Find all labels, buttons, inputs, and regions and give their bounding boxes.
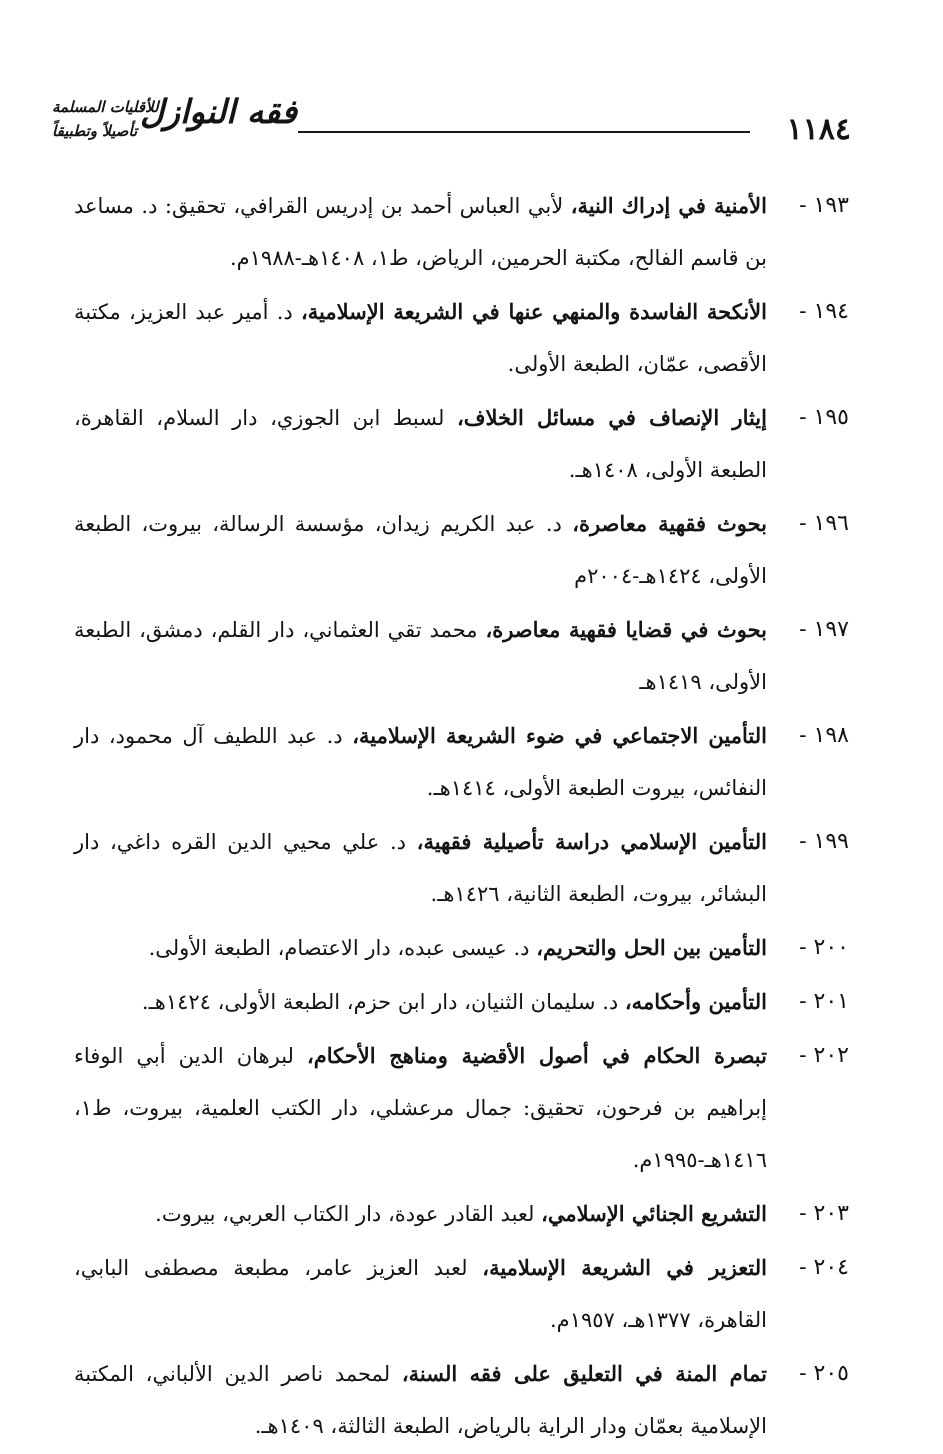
entry-title: بحوث فقهية معاصرة، xyxy=(572,511,767,536)
entry-details: د. أمير عبد العزيز، مكتبة الأقصى، عمّان، الطبعة الأولى. xyxy=(74,300,767,376)
entry-number: ٢٠٥ - xyxy=(799,1361,849,1386)
entry-title: الأمنية في إدراك النية، xyxy=(570,193,767,218)
entry-details: د. عيسى عبده، دار الاعتصام، الطبعة الأولى. xyxy=(148,936,537,960)
bibliography-entry xyxy=(74,1188,849,1240)
entry-details: لسبط ابن الجوزي، دار السلام، القاهرة، الطبعة الأولى، ١٤٠٨هـ. xyxy=(74,406,767,482)
book-title: فقه النوازل xyxy=(140,92,297,131)
entry-details: د. عبد الكريم زيدان، مؤسسة الرسالة، بيروت، الطبعة الأولى، ١٤٢٤هـ-٢٠٠٤م xyxy=(74,512,767,588)
entry-title: التأمين وأحكامه، xyxy=(624,989,767,1014)
entry-details: لمحمد ناصر الدين الألباني، المكتبة الإسلامية بعمّان ودار الراية بالرياض، الطبعة الثالثة، ١٤٠٩هـ. xyxy=(74,1362,767,1438)
bibliography-entry xyxy=(74,392,849,496)
bibliography-entry xyxy=(74,710,849,814)
header-rule xyxy=(298,131,750,133)
entry-details: د. علي محيي الدين القره داغي، دار البشائر، بيروت، الطبعة الثانية، ١٤٢٦هـ. xyxy=(74,830,767,906)
page-number: ١١٨٤ xyxy=(786,112,851,147)
entry-title: التشريع الجنائي الإسلامي، xyxy=(541,1201,767,1226)
entry-details: لأبي العباس أحمد بن إدريس القرافي، تحقيق: د. مساعد بن قاسم الفالح، مكتبة الحرمين، الرياض، ط١، ١٤٠٨هـ-١٩٨٨م. xyxy=(74,194,767,270)
entry-title: إيثار الإنصاف في مسائل الخلاف، xyxy=(456,405,767,430)
bibliography-entry xyxy=(74,286,849,390)
bibliography-entry xyxy=(74,976,849,1028)
bibliography-entry xyxy=(74,816,849,920)
entry-details: لبرهان الدين أبي الوفاء إبراهيم بن فرحون، تحقيق: جمال مرعشلي، دار الكتب العلمية، بيروت، ط١، ١٤١٦هـ-١٩٩٥م. xyxy=(74,1044,767,1172)
entry-title: التعزير في الشريعة الإسلامية، xyxy=(482,1255,767,1280)
entry-details: لعبد العزيز عامر، مطبعة مصطفى البابي، القاهرة، ١٣٧٧هـ، ١٩٥٧م. xyxy=(74,1256,767,1332)
book-title-logo xyxy=(52,92,297,160)
entry-title: التأمين الإسلامي دراسة تأصيلية فقهية، xyxy=(416,829,767,854)
entry-title: بحوث في قضايا فقهية معاصرة، xyxy=(485,617,768,642)
entry-number: ٢٠٣ - xyxy=(799,1201,849,1226)
entry-number: ١٩٩ - xyxy=(799,829,849,854)
bibliography-list xyxy=(74,180,849,1454)
entry-number: ١٩٨ - xyxy=(799,723,849,748)
bibliography-entry xyxy=(74,1242,849,1346)
entry-number: ٢٠٢ - xyxy=(799,1043,849,1068)
entry-number: ١٩٤ - xyxy=(799,299,849,324)
entry-title: التأمين الاجتماعي في ضوء الشريعة الإسلامية، xyxy=(352,723,767,748)
entry-number: ١٩٦ - xyxy=(799,511,849,536)
entry-details: د. عبد اللطيف آل محمود، دار النفائس، بيروت الطبعة الأولى، ١٤١٤هـ. xyxy=(74,724,767,800)
entry-title: تمام المنة في التعليق على فقه السنة، xyxy=(401,1361,768,1386)
page-header xyxy=(0,0,943,160)
entry-number: ١٩٣ - xyxy=(799,193,849,218)
bibliography-entry xyxy=(74,180,849,284)
bibliography-entry xyxy=(74,1030,849,1186)
bibliography-entry xyxy=(74,604,849,708)
bibliography-entry xyxy=(74,1348,849,1452)
entry-number: ٢٠١ - xyxy=(799,989,849,1014)
entry-number: ٢٠٤ - xyxy=(799,1255,849,1280)
entry-number: ١٩٥ - xyxy=(799,405,849,430)
entry-details: لعبد القادر عودة، دار الكتاب العربي، بيروت. xyxy=(155,1202,542,1226)
entry-title: الأنكحة الفاسدة والمنهي عنها في الشريعة الإسلامية، xyxy=(301,299,767,324)
entry-title: تبصرة الحكام في أصول الأقضية ومناهج الأحكام، xyxy=(306,1043,767,1068)
bibliography-entry xyxy=(74,498,849,602)
entry-details: محمد تقي العثماني، دار القلم، دمشق، الطبعة الأولى، ١٤١٩هـ xyxy=(74,618,767,694)
bibliography-entry xyxy=(74,922,849,974)
book-subtitle: للأقليات المسلمة xyxy=(52,98,159,116)
entry-number: ١٩٧ - xyxy=(799,617,849,642)
entry-details: د. سليمان الثنيان، دار ابن حزم، الطبعة الأولى، ١٤٢٤هـ. xyxy=(141,990,625,1014)
entry-number: ٢٠٠ - xyxy=(799,935,849,960)
book-tagline: تأصيلاً وتطبيقاً xyxy=(52,122,138,140)
entry-title: التأمين بين الحل والتحريم، xyxy=(536,935,767,960)
